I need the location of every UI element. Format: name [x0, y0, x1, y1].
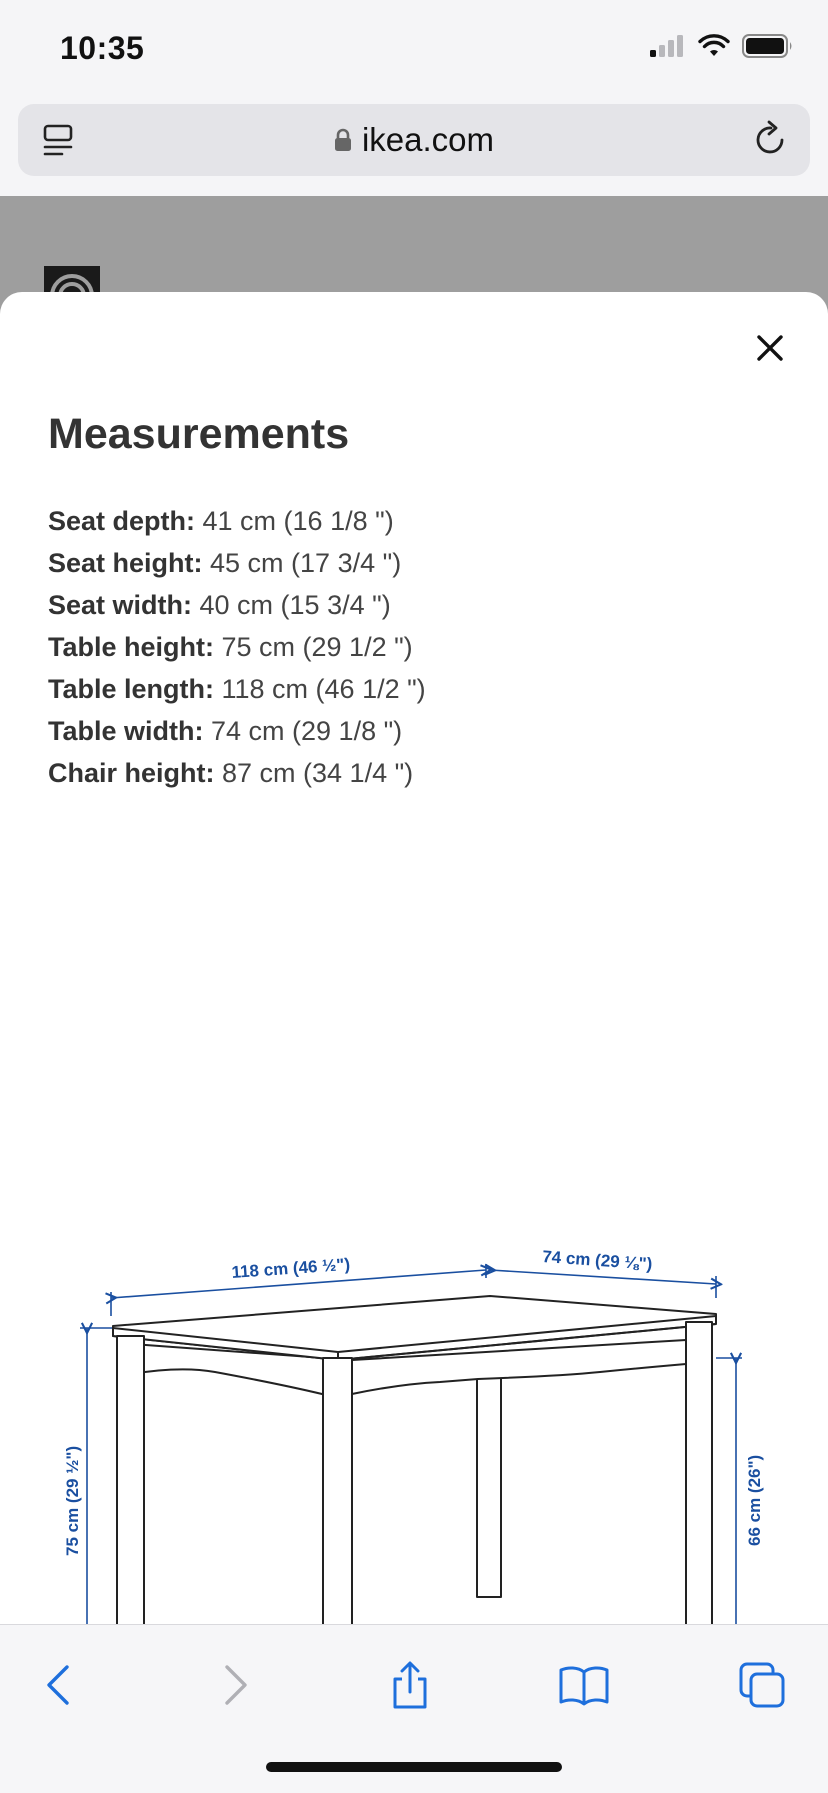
- measurements-sheet: [0, 292, 828, 1624]
- close-button[interactable]: [748, 326, 792, 370]
- url-text[interactable]: ikea.com: [361, 121, 495, 158]
- measurement-item: [48, 542, 426, 584]
- cellular-signal-icon: [650, 35, 686, 57]
- measurement-label: Seat depth:: [48, 506, 196, 536]
- forward-button[interactable]: [206, 1655, 266, 1715]
- status-time: 10:35: [60, 30, 145, 66]
- measurement-item: [48, 584, 426, 626]
- back-icon: [43, 1663, 73, 1707]
- home-indicator: [266, 1762, 562, 1772]
- measurement-label: Seat width:: [48, 590, 193, 620]
- share-button[interactable]: [380, 1655, 440, 1715]
- forward-icon: [221, 1663, 251, 1707]
- dim-label-length-top: 118 cm (46 ½"): [230, 1254, 351, 1282]
- tabs-icon: [738, 1661, 786, 1709]
- dim-label-width-top: 74 cm (29 ⅛"): [541, 1247, 653, 1274]
- status-icons: [650, 34, 794, 58]
- measurement-list: [48, 500, 426, 794]
- bookmarks-button[interactable]: [554, 1655, 614, 1715]
- status-bar: [0, 0, 828, 100]
- measurement-value: 45 cm (17 3/4 "): [202, 548, 402, 578]
- measurement-item: [48, 752, 426, 794]
- measurement-item: [48, 626, 426, 668]
- reload-icon[interactable]: [752, 120, 790, 160]
- address-bar[interactable]: [18, 104, 810, 176]
- measurement-label: Table length:: [48, 674, 214, 704]
- measurement-item: [48, 710, 426, 752]
- measurement-value: 74 cm (29 1/8 "): [203, 716, 403, 746]
- measurement-value: 75 cm (29 1/2 "): [214, 632, 413, 662]
- measurement-label: Chair height:: [48, 758, 215, 788]
- measurement-value: 118 cm (46 1/2 "): [214, 674, 426, 704]
- measurement-value: 40 cm (15 3/4 "): [192, 590, 391, 620]
- share-icon: [389, 1661, 431, 1709]
- wifi-icon: [698, 34, 730, 58]
- lock-icon: [334, 128, 352, 152]
- sheet-title: Measurements: [48, 410, 350, 458]
- measurement-label: Seat height:: [48, 548, 203, 578]
- dim-label-height-right: 66 cm (26"): [745, 1454, 764, 1546]
- close-icon: [756, 334, 784, 362]
- dim-label-height-left: 75 cm (29 ½"): [63, 1445, 82, 1556]
- measurement-item: [48, 500, 426, 542]
- back-button[interactable]: [28, 1655, 88, 1715]
- url-display[interactable]: [18, 104, 810, 176]
- measurement-item: [48, 668, 426, 710]
- bookmarks-icon: [558, 1664, 610, 1706]
- table-leg-front-left: [117, 1336, 144, 1660]
- tabs-button[interactable]: [732, 1655, 792, 1715]
- battery-icon: [742, 34, 794, 58]
- measurement-label: Table height:: [48, 632, 214, 662]
- measurement-value: 41 cm (16 1/8 "): [195, 506, 394, 536]
- measurement-label: Table width:: [48, 716, 204, 746]
- measurement-value: 87 cm (34 1/4 "): [214, 758, 414, 788]
- table-leg-back-middle: [477, 1372, 501, 1597]
- table-leg-back-right: [686, 1322, 712, 1636]
